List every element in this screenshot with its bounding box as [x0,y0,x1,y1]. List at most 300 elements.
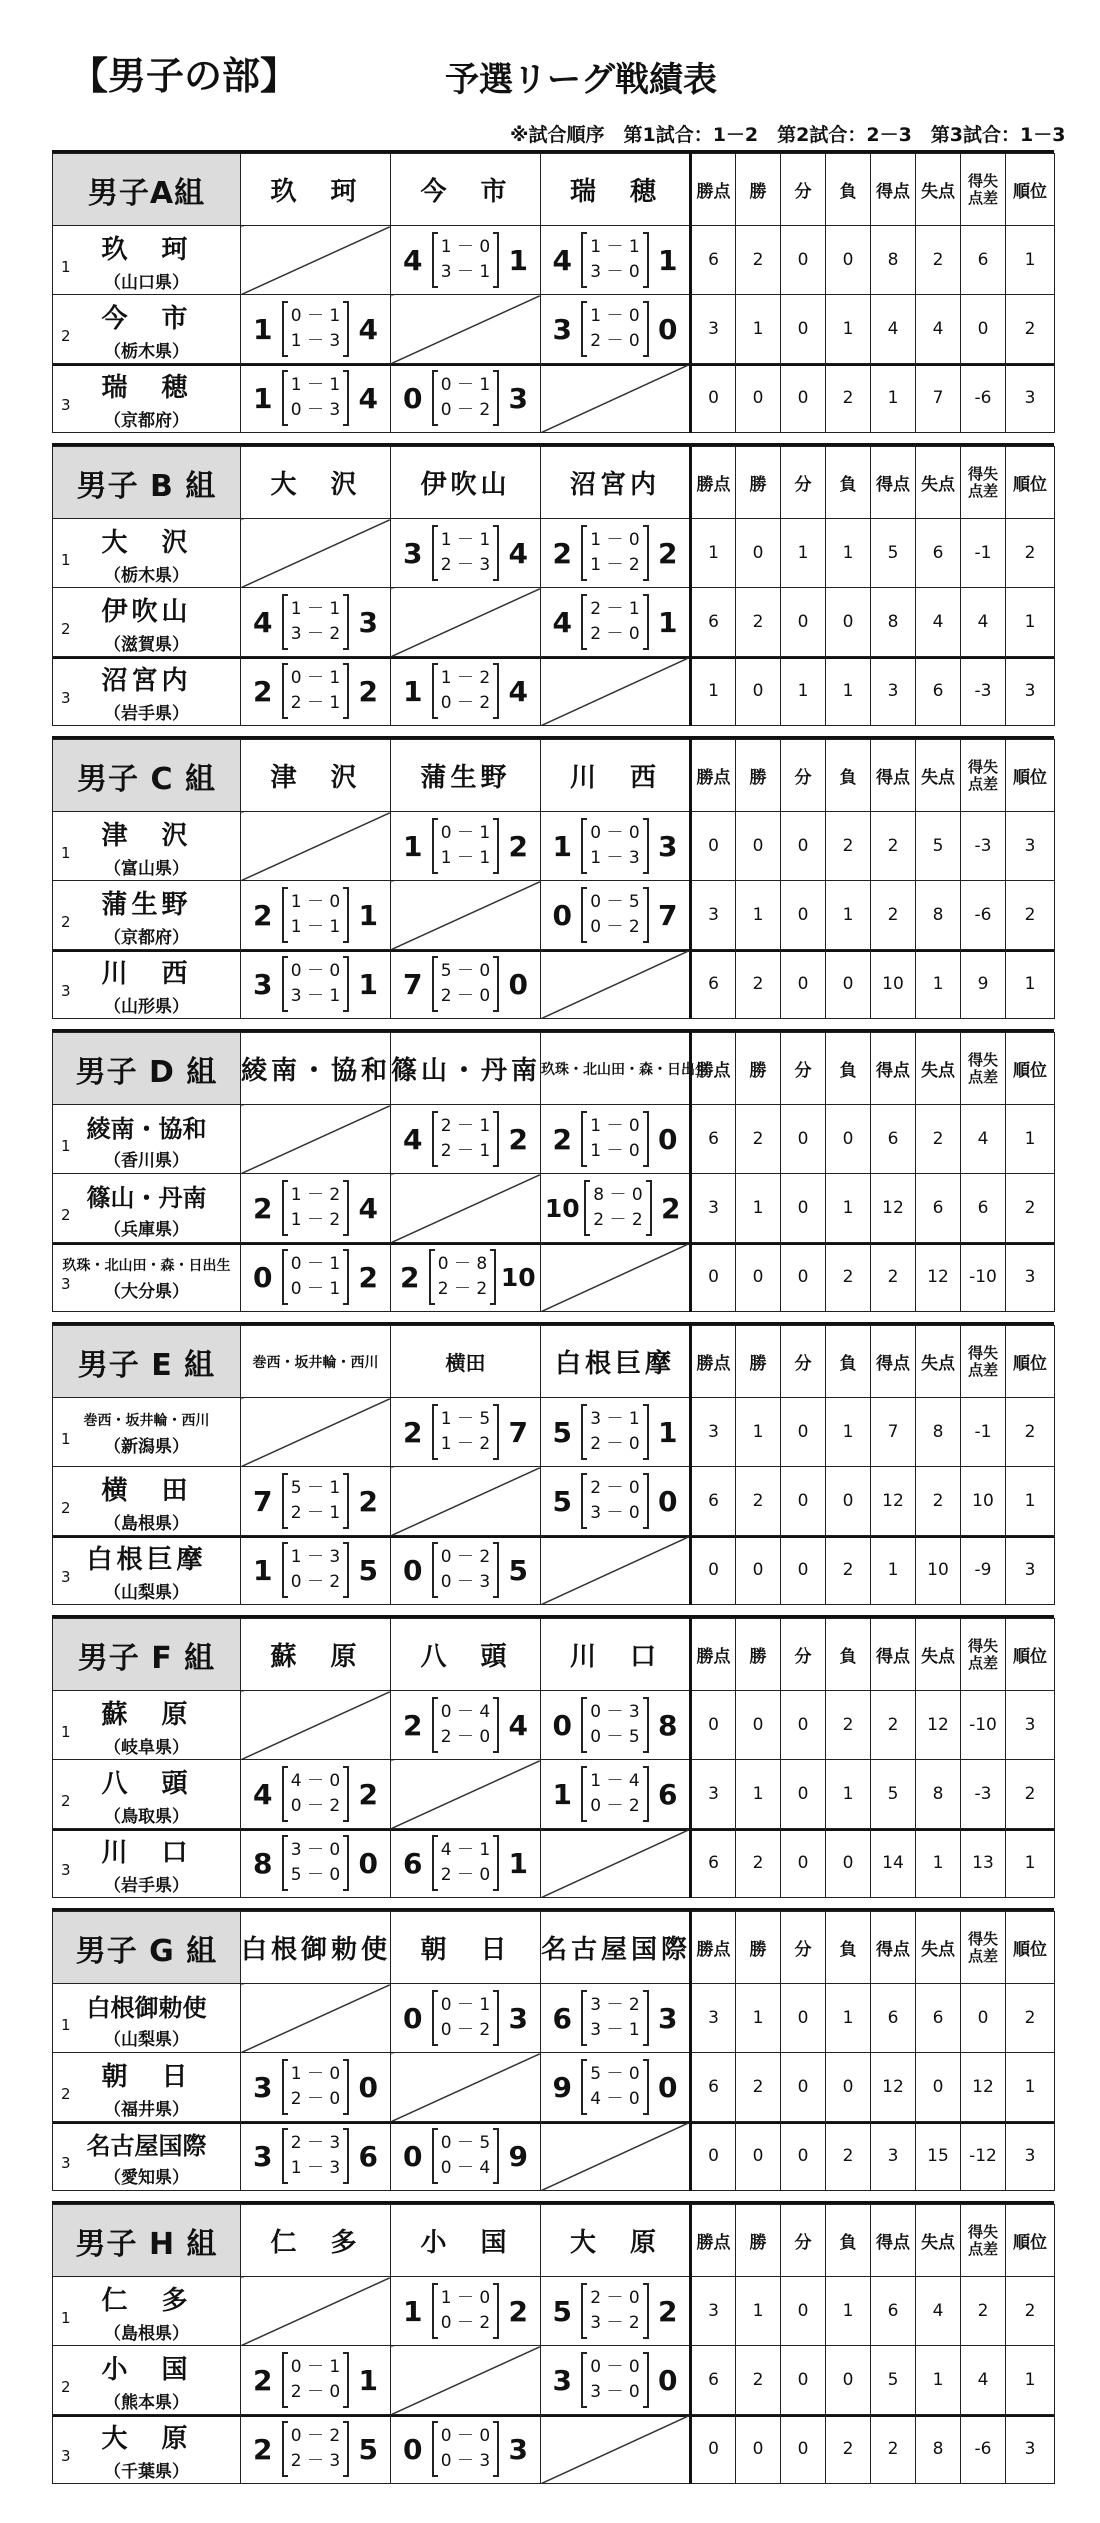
team-prefecture: （熊本県） [104,2393,189,2413]
stat-value: 0 [691,364,736,433]
stat-value: 1 [1006,1829,1055,1898]
self-match-cell [541,1829,691,1898]
match-score [241,1829,391,1898]
total-for: 2 [552,536,572,570]
first-half-score: 1 － 1 [590,237,640,257]
match-score [391,1829,541,1898]
team-prefecture: （鳥取県） [104,1807,189,1827]
first-half-score: 0 － 2 [290,2426,341,2446]
second-half-score: 0 － 2 [440,2020,491,2040]
second-half-score: 1 － 3 [590,848,640,868]
stat-value: 0 [736,519,781,588]
self-match-cell [241,2277,391,2346]
stat-header: 得失 点差 [961,154,1006,226]
team-row [53,2053,1055,2122]
total-for: 1 [403,2294,423,2328]
second-half-score: 1 － 0 [590,1141,640,1161]
half-scores [282,889,349,941]
match-score [391,1398,541,1467]
stat-value: 8 [871,588,916,657]
match-score [541,1105,691,1174]
total-against: 2 [657,536,678,570]
stat-value: 0 [826,950,871,1019]
stat-value: 4 [871,295,916,364]
team-index: 3 [61,2154,71,2173]
stat-value: 2 [1006,1984,1055,2053]
team-row [53,2415,1055,2484]
stat-header: 勝点 [691,1326,736,1398]
match-score [241,588,391,657]
team-cell [53,364,241,433]
half-scores [584,1182,651,1234]
total-for: 8 [253,1846,273,1880]
first-half-score: 5 － 0 [440,961,491,981]
stat-value: 5 [871,2346,916,2415]
stat-header: 勝点 [691,1033,736,1105]
half-scores [282,1544,349,1596]
team-name: 瑞 穂 [101,373,192,403]
stat-value: 0 [781,2122,826,2191]
stat-value: 0 [781,295,826,364]
total-for: 2 [253,2363,273,2397]
stat-value: 0 [736,812,781,881]
team-cell [53,2122,241,2191]
team-index: 2 [61,1206,71,1225]
first-half-score: 0 － 2 [440,1547,491,1567]
stat-value: 1 [1006,588,1055,657]
self-match-cell [391,588,541,657]
match-score [391,1984,541,2053]
first-half-score: 0 － 1 [290,2357,341,2377]
team-index: 3 [61,1275,71,1294]
self-match-cell [241,1691,391,1760]
team-name: 朝 日 [101,2062,192,2092]
self-match-cell [541,657,691,726]
match-score [541,1398,691,1467]
self-match-cell [241,226,391,295]
stat-value: 6 [691,2346,736,2415]
team-prefecture: （山梨県） [104,1583,189,1603]
total-against: 2 [358,1260,378,1294]
stat-header: 勝 [736,1033,781,1105]
team-prefecture: （愛知県） [104,2168,189,2188]
stat-value: 0 [781,588,826,657]
team-index: 3 [61,2447,71,2466]
group-table [52,1615,1054,1896]
opponent-header: 巻西・坂井輪・西川 [241,1326,391,1398]
stat-value: 8 [916,2415,961,2484]
first-half-score: 3 － 2 [590,1995,640,2015]
team-prefecture: （香川県） [104,1151,189,1171]
stat-value: 6 [961,226,1006,295]
match-score [541,812,691,881]
team-row [53,1536,1055,1605]
match-score [391,812,541,881]
team-name: 綾南・協和 [86,1115,207,1143]
stat-value: 1 [1006,1467,1055,1536]
half-scores [282,2423,349,2475]
half-scores [581,596,648,648]
half-scores [282,1182,349,1234]
match-order-note: ※試合順序 第1試合：1－2 第2試合：2－3 第3試合：1－3 [510,124,1066,146]
half-scores [432,1544,499,1596]
first-half-score: 0 － 5 [440,2133,491,2153]
first-half-score: 0 － 5 [590,892,640,912]
total-for: 0 [403,1553,423,1587]
opponent-header: 小 国 [391,2205,541,2277]
stat-value: 1 [826,2277,871,2346]
group-table [52,443,1054,724]
second-half-score: 0 － 5 [590,1727,640,1747]
match-score [241,1536,391,1605]
team-row [53,1760,1055,1829]
stat-header: 得失 点差 [961,1326,1006,1398]
first-half-score: 1 － 1 [440,530,491,550]
stat-value: 2 [826,2415,871,2484]
stat-header: 得点 [871,1619,916,1691]
self-match-cell [541,1536,691,1605]
self-match-cell [541,2415,691,2484]
total-for: 4 [403,243,423,277]
stat-value: 2 [826,364,871,433]
team-index: 2 [61,1792,71,1811]
stat-value: 1 [826,1984,871,2053]
stat-value: 1 [1006,2053,1055,2122]
stat-header: 勝点 [691,1912,736,1984]
team-prefecture: （大分県） [104,1281,189,1302]
stat-value: 2 [1006,1760,1055,1829]
stat-value: 6 [691,2053,736,2122]
total-against: 0 [358,1846,378,1880]
team-cell [53,2415,241,2484]
second-half-score: 2 － 2 [437,1279,488,1299]
group-table [52,1322,1054,1603]
team-index: 1 [61,258,71,277]
half-scores [581,2061,648,2113]
opponent-header: 大 原 [541,2205,691,2277]
stat-header: 得点 [871,154,916,226]
half-scores [432,2285,499,2337]
first-half-score: 1 － 0 [290,2064,341,2084]
opponent-header: 蘇 原 [241,1619,391,1691]
opponent-header: 瑞 穂 [541,154,691,226]
team-row [53,588,1055,657]
stat-value: 6 [871,2277,916,2346]
stat-header: 順位 [1006,154,1055,226]
stat-value: 0 [781,1467,826,1536]
team-cell [53,657,241,726]
team-prefecture: （福井県） [104,2100,189,2120]
half-scores [432,527,499,579]
match-score [541,295,691,364]
team-index: 2 [61,1499,71,1518]
total-against: 5 [358,1553,378,1587]
first-half-score: 1 － 1 [290,599,341,619]
total-for: 9 [552,2070,572,2104]
stat-value: 3 [1006,1691,1055,1760]
stat-header: 失点 [916,2205,961,2277]
stat-value: -12 [961,2122,1006,2191]
stat-header: 順位 [1006,2205,1055,2277]
opponent-header: 八 頭 [391,1619,541,1691]
half-scores [282,1768,349,1820]
match-score [241,1243,391,1312]
stat-header: 得失 点差 [961,1033,1006,1105]
first-half-score: 4 － 0 [290,1771,341,1791]
half-scores [432,1113,499,1165]
stat-value: 6 [691,226,736,295]
total-for: 1 [552,829,572,863]
stat-value: 0 [781,364,826,433]
stat-header: 順位 [1006,1912,1055,1984]
first-half-score: 0 － 0 [590,823,640,843]
self-match-cell [391,2053,541,2122]
total-for: 2 [253,674,273,708]
match-score [541,2277,691,2346]
team-index: 3 [61,982,71,1001]
second-half-score: 3 － 0 [590,2382,640,2402]
total-against: 1 [657,1415,678,1449]
team-name: 玖 珂 [101,235,192,265]
opponent-header: 仁 多 [241,2205,391,2277]
stat-value: 0 [781,881,826,950]
half-scores [581,527,648,579]
total-against: 0 [657,2363,678,2397]
stat-header: 分 [781,740,826,812]
total-against: 5 [358,2432,378,2466]
stat-header: 得失 点差 [961,447,1006,519]
stat-value: 0 [961,295,1006,364]
stat-value: 2 [1006,881,1055,950]
total-against: 0 [657,1484,678,1518]
stat-value: 3 [691,881,736,950]
stat-value: 2 [826,1536,871,1605]
stat-header: 順位 [1006,1619,1055,1691]
half-scores [432,234,499,286]
stat-value: 3 [691,1398,736,1467]
total-against: 1 [508,1846,528,1880]
stat-value: 8 [871,226,916,295]
total-for: 0 [253,1260,273,1294]
stat-value: 0 [826,226,871,295]
team-cell [53,1467,241,1536]
first-half-score: 1 － 0 [440,2288,491,2308]
team-row [53,1243,1055,1312]
first-half-score: 2 － 1 [590,599,640,619]
stat-header: 失点 [916,447,961,519]
stat-value: 0 [736,364,781,433]
first-half-score: 2 － 0 [590,1478,640,1498]
stat-header: 順位 [1006,1033,1055,1105]
total-against: 0 [657,312,678,346]
team-row [53,1174,1055,1243]
second-half-score: 0 － 2 [440,693,491,713]
first-half-score: 0 － 1 [440,1995,491,2015]
stat-header: 負 [826,740,871,812]
half-scores [432,665,499,717]
half-scores [282,372,349,424]
stat-value: 1 [826,657,871,726]
second-half-score: 0 － 1 [290,1279,341,1299]
self-match-cell [241,812,391,881]
total-for: 3 [552,2363,572,2397]
group-grid [52,446,1055,726]
stat-value: 6 [691,1105,736,1174]
group-grid [52,1325,1055,1605]
team-cell [53,1984,241,2053]
group-grid [52,2204,1055,2484]
stat-value: 1 [826,295,871,364]
stat-value: 0 [691,2122,736,2191]
stat-value: 2 [736,2346,781,2415]
opponent-header: 白根巨摩 [541,1326,691,1398]
team-name: 小 国 [101,2355,192,2385]
stat-header: 勝点 [691,1619,736,1691]
team-cell [53,295,241,364]
stat-value: 3 [871,2122,916,2191]
first-half-score: 0 － 0 [440,2426,491,2446]
half-scores [432,1837,499,1889]
stat-value: 3 [1006,2122,1055,2191]
total-for: 4 [552,605,572,639]
total-against: 7 [657,898,678,932]
team-name: 伊吹山 [101,597,192,627]
first-half-score: 2 － 3 [290,2133,341,2153]
first-half-score: 3 － 0 [290,1840,341,1860]
match-score [241,364,391,433]
opponent-header: 川 西 [541,740,691,812]
group-label: 男子 G 組 [53,1912,241,1984]
match-score [241,1760,391,1829]
team-name: 八 頭 [101,1769,192,1799]
page-title: 予選リーグ戦績表 [445,60,717,100]
stat-value: 2 [916,1105,961,1174]
total-for: 4 [552,243,572,277]
team-prefecture: （兵庫県） [104,1220,189,1240]
first-half-score: 1 － 0 [590,530,640,550]
match-score [541,1467,691,1536]
stat-value: 4 [916,588,961,657]
team-prefecture: （岩手県） [104,1876,189,1896]
second-half-score: 0 － 2 [290,1796,341,1816]
match-score [391,1243,541,1312]
stat-value: 1 [736,881,781,950]
stat-value: 1 [781,519,826,588]
total-for: 3 [253,2070,273,2104]
second-half-score: 1 － 3 [290,331,341,351]
total-for: 0 [403,381,423,415]
team-prefecture: （京都府） [104,928,189,948]
stat-value: 0 [826,1105,871,1174]
first-half-score: 1 － 4 [590,1771,640,1791]
stat-header: 勝点 [691,2205,736,2277]
total-against: 2 [508,1122,528,1156]
stat-value: 1 [1006,226,1055,295]
match-score [241,881,391,950]
total-against: 1 [508,243,528,277]
stat-value: 2 [916,226,961,295]
stat-value: 8 [916,881,961,950]
first-half-score: 0 － 0 [290,961,341,981]
stat-value: 10 [871,950,916,1019]
team-prefecture: （千葉県） [104,2462,189,2482]
stat-value: 1 [826,519,871,588]
stat-value: 5 [871,519,916,588]
opponent-header: 大 沢 [241,447,391,519]
total-for: 2 [400,1260,420,1294]
total-against: 0 [358,2070,378,2104]
stat-value: 0 [961,1984,1006,2053]
second-half-score: 2 － 0 [590,1434,640,1454]
first-half-score: 2 － 1 [440,1116,491,1136]
stat-value: 6 [691,950,736,1019]
stat-header: 分 [781,1326,826,1398]
total-against: 2 [660,1191,681,1225]
half-scores [282,2354,349,2406]
stat-header: 得失 点差 [961,740,1006,812]
stat-header: 勝 [736,740,781,812]
self-match-cell [391,2346,541,2415]
stat-value: 6 [961,1174,1006,1243]
team-index: 2 [61,327,71,346]
stat-value: 12 [961,2053,1006,2122]
total-for: 7 [403,967,423,1001]
team-index: 1 [61,1137,71,1156]
second-half-score: 2 － 3 [440,555,491,575]
total-for: 3 [253,2139,273,2173]
stat-value: 1 [826,881,871,950]
second-half-score: 2 － 0 [590,331,640,351]
stat-value: 0 [916,2053,961,2122]
stat-value: 2 [736,588,781,657]
first-half-score: 4 － 1 [440,1840,491,1860]
self-match-cell [541,2122,691,2191]
group-label: 男子A組 [53,154,241,226]
self-match-cell [241,1984,391,2053]
group-label: 男子 C 組 [53,740,241,812]
match-score [391,1691,541,1760]
team-prefecture: （山口県） [104,273,189,293]
stat-value: -10 [961,1691,1006,1760]
group-grid [52,1618,1055,1898]
stat-value: 0 [736,2122,781,2191]
match-score [241,295,391,364]
half-scores [282,958,349,1010]
match-score [541,881,691,950]
team-row [53,1691,1055,1760]
match-score [391,519,541,588]
stat-header: 勝 [736,1619,781,1691]
total-against: 1 [358,898,378,932]
second-half-score: 3 － 0 [590,1503,640,1523]
match-score [241,1467,391,1536]
match-score [241,2346,391,2415]
stat-value: 0 [691,812,736,881]
team-cell [53,588,241,657]
match-score [541,1691,691,1760]
total-against: 2 [508,829,528,863]
stat-header: 勝 [736,447,781,519]
group-table [52,150,1054,431]
first-half-score: 1 － 2 [440,668,491,688]
stat-header: 分 [781,154,826,226]
team-name: 白根御勅使 [86,1994,207,2022]
second-half-score: 3 － 1 [440,262,491,282]
stat-header: 勝 [736,1912,781,1984]
opponent-header: 蒲生野 [391,740,541,812]
group-grid [52,1911,1055,2191]
team-index: 1 [61,1430,71,1449]
